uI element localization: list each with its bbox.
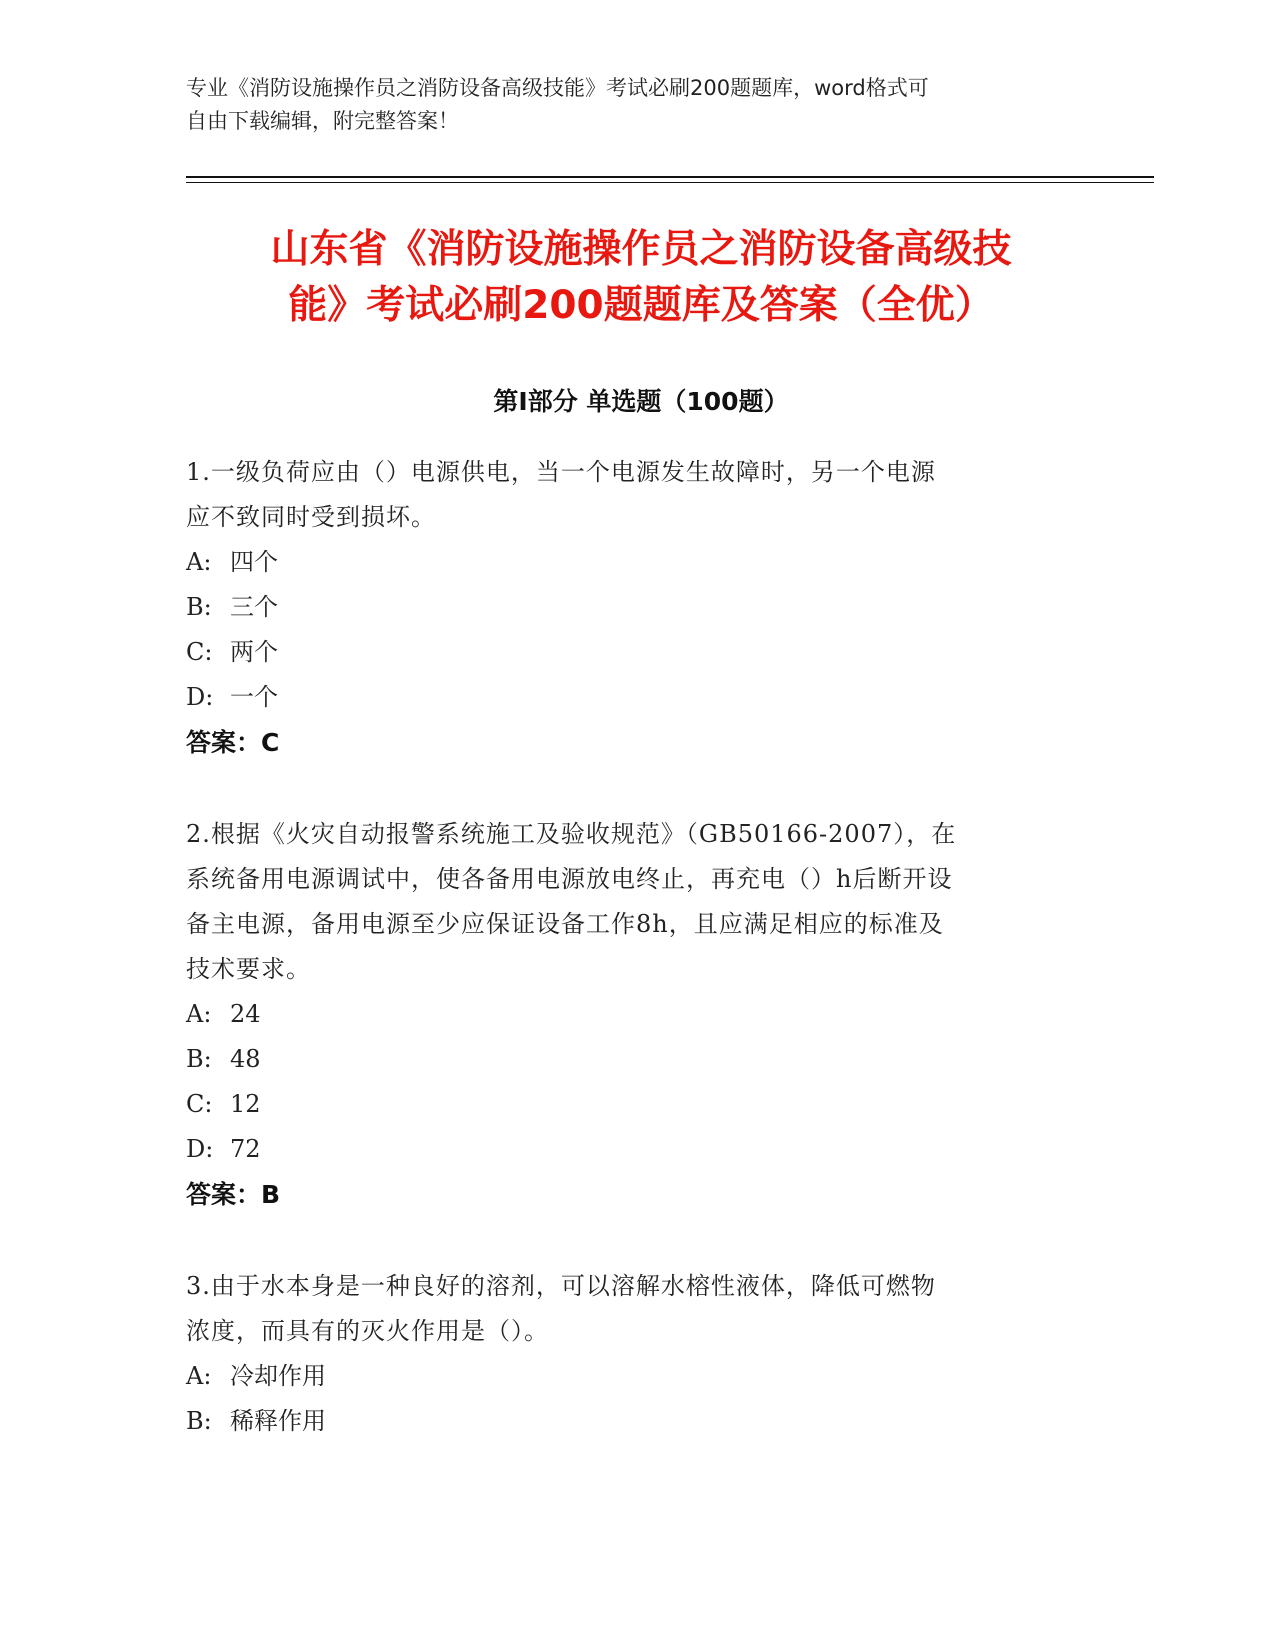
question-stem-line: 备主电源，备用电源至少应保证设备工作8h，且应满足相应的标准及 (186, 910, 944, 938)
option-key: A: (186, 1000, 212, 1028)
option-text: 72 (230, 1135, 261, 1163)
option-c (186, 1082, 1086, 1127)
question-stem (186, 450, 1086, 540)
document-title-line-2: 能》考试必刷200题题库及答案（全优） (288, 283, 994, 328)
header-divider-thick (186, 176, 1154, 178)
option-d (186, 1127, 1086, 1172)
option-key: B: (186, 1045, 212, 1073)
answer-label: 答案：B (186, 1180, 281, 1209)
header-divider-thin (186, 182, 1154, 183)
question-1 (186, 450, 1086, 765)
header-note-line-1: 专业《消防设施操作员之消防设备高级技能》考试必刷200题题库，word格式可 (186, 76, 929, 100)
question-stem-line: 应不致同时受到损坏。 (186, 503, 436, 531)
option-key: B: (186, 1407, 212, 1435)
question-stem-line: 技术要求。 (186, 955, 311, 983)
option-text: 冷却作用 (230, 1362, 326, 1390)
option-text: 两个 (230, 638, 278, 666)
option-b (186, 585, 1086, 630)
section-title: 第Ⅰ部分 单选题（100题） (493, 387, 789, 416)
question-stem (186, 812, 1086, 992)
document-title-line-1: 山东省《消防设施操作员之消防设备高级技 (270, 227, 1012, 272)
header-note-line-2: 自由下载编辑，附完整答案！ (186, 109, 459, 133)
question-stem-line: 3.由于水本身是一种良好的溶剂，可以溶解水榕性液体，降低可燃物 (186, 1272, 936, 1300)
question-stem-line: 1.一级负荷应由（）电源供电，当一个电源发生故障时，另一个电源 (186, 458, 936, 486)
header-note (186, 72, 1086, 138)
option-text: 四个 (230, 548, 278, 576)
option-a (186, 1354, 1086, 1399)
option-a (186, 992, 1086, 1037)
question-stem-line: 系统备用电源调试中，使各备用电源放电终止，再充电（）h后断开设 (186, 865, 953, 893)
option-c (186, 630, 1086, 675)
option-key: A: (186, 548, 212, 576)
option-text: 一个 (230, 683, 278, 711)
question-stem-line: 2.根据《火灾自动报警系统施工及验收规范》（GB50166-2007），在 (186, 820, 957, 848)
option-b (186, 1399, 1086, 1444)
answer-label: 答案：C (186, 728, 280, 757)
option-key: D: (186, 1135, 214, 1163)
option-d (186, 675, 1086, 720)
option-text: 稀释作用 (230, 1407, 326, 1435)
option-key: D: (186, 683, 214, 711)
option-key: A: (186, 1362, 212, 1390)
question-2 (186, 812, 1086, 1217)
question-stem-line: 浓度，而具有的灭火作用是（）。 (186, 1317, 549, 1345)
document-title (186, 222, 1096, 334)
option-key: C: (186, 1090, 213, 1118)
option-b (186, 1037, 1086, 1082)
option-text: 12 (230, 1090, 261, 1118)
option-text: 24 (230, 1000, 261, 1028)
question-3 (186, 1264, 1086, 1444)
option-key: B: (186, 593, 212, 621)
question-stem (186, 1264, 1086, 1354)
option-a (186, 540, 1086, 585)
option-text: 三个 (230, 593, 278, 621)
option-key: C: (186, 638, 213, 666)
option-text: 48 (230, 1045, 261, 1073)
